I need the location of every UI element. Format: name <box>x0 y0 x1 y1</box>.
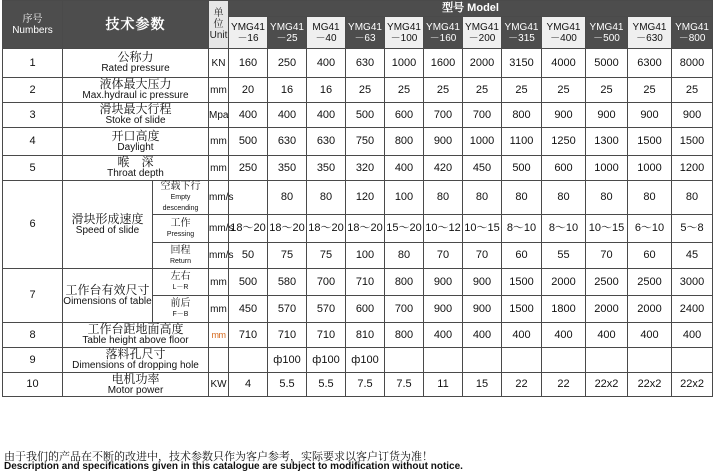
param-name-cn: 电机功率 <box>111 371 160 386</box>
value-cell: 630 <box>268 128 307 156</box>
value-cell: 8000 <box>672 49 713 78</box>
sub-param-en: L－R <box>172 284 189 291</box>
model-size: －400 <box>550 32 577 44</box>
value-cell: 900 <box>424 296 463 323</box>
value-cell: 25 <box>346 78 385 103</box>
value-cell: 2500 <box>586 269 628 296</box>
value-cell: 630 <box>307 128 346 156</box>
value-cell: 1500 <box>502 269 542 296</box>
value-cell: 2000 <box>628 296 672 323</box>
value-cell: 1000 <box>586 156 628 181</box>
param-name-en: Dimensions of dropping hole <box>72 360 199 371</box>
model-name: YMG41 <box>546 21 581 33</box>
value-cell: 80 <box>463 181 502 215</box>
unit-cell <box>209 348 229 373</box>
value-cell: 900 <box>463 269 502 296</box>
value-cell: 500 <box>502 156 542 181</box>
value-cell: 400 <box>268 103 307 128</box>
value-cell: 25 <box>672 78 713 103</box>
sub-param-name <box>153 269 209 296</box>
header-numbers-en: Numbers <box>12 24 53 36</box>
model-col-header <box>463 17 502 49</box>
value-cell: 2000 <box>463 49 502 78</box>
value-cell: 400 <box>229 103 268 128</box>
value-cell: 25 <box>463 78 502 103</box>
value-cell: 2000 <box>586 296 628 323</box>
value-cell: 710 <box>346 269 385 296</box>
table-row <box>3 103 713 128</box>
unit-cell: mm <box>209 269 229 296</box>
sub-param-cn: 左右 <box>170 271 191 282</box>
value-cell: 10～12 <box>424 215 463 243</box>
value-cell: 580 <box>268 269 307 296</box>
value-cell: 100 <box>346 243 385 269</box>
value-cell: 80 <box>502 181 542 215</box>
model-size: －25 <box>276 32 298 44</box>
value-cell: 16 <box>307 78 346 103</box>
value-cell: 700 <box>385 296 424 323</box>
value-cell: 80 <box>268 181 307 215</box>
value-cell: 1500 <box>672 128 713 156</box>
value-cell <box>229 181 268 215</box>
sub-param-en: Empty descending <box>162 194 199 212</box>
header-numbers-cn: 序号 <box>22 13 43 25</box>
value-cell: 8～10 <box>542 215 586 243</box>
value-cell: 570 <box>268 296 307 323</box>
value-cell: 700 <box>424 103 463 128</box>
value-cell: 80 <box>672 181 713 215</box>
param-name <box>63 49 209 78</box>
value-cell: 250 <box>229 156 268 181</box>
model-col-header <box>628 17 672 49</box>
param-name-cn: 落料孔尺寸 <box>105 347 166 361</box>
value-cell: 4000 <box>542 49 586 78</box>
param-name-en: Motor power <box>107 384 164 396</box>
header-unit-cn: 单位 <box>213 8 224 30</box>
value-cell: 5.5 <box>307 373 346 397</box>
value-cell: 700 <box>463 103 502 128</box>
model-name: YMG41 <box>426 21 460 33</box>
value-cell: 500 <box>346 103 385 128</box>
value-cell: 800 <box>385 323 424 348</box>
value-cell: 6300 <box>628 49 672 78</box>
value-cell: 22 <box>502 373 542 397</box>
model-col-header <box>346 17 385 49</box>
value-cell <box>672 348 713 373</box>
model-col-header <box>268 17 307 49</box>
model-name: YMG41 <box>231 21 265 33</box>
value-cell: 1500 <box>502 296 542 323</box>
value-cell: 80 <box>586 181 628 215</box>
value-cell: 60 <box>502 243 542 269</box>
model-name: MG41 <box>312 21 340 33</box>
value-cell: 400 <box>307 103 346 128</box>
value-cell: 1800 <box>542 296 586 323</box>
model-name: YMG41 <box>589 21 624 33</box>
value-cell: 710 <box>229 323 268 348</box>
param-name-cn: 开口高度 <box>111 128 160 143</box>
value-cell: 22 <box>542 373 586 397</box>
value-cell: 5～8 <box>672 215 713 243</box>
value-cell: 600 <box>346 296 385 323</box>
value-cell: 400 <box>463 323 502 348</box>
unit-cell: mm <box>209 78 229 103</box>
sub-param-cn: 空载下行 <box>160 181 201 192</box>
value-cell: 80 <box>385 243 424 269</box>
value-cell: 75 <box>268 243 307 269</box>
header-numbers <box>3 1 63 49</box>
value-cell: 60 <box>628 243 672 269</box>
model-name: YMG41 <box>632 21 667 33</box>
value-cell: 20 <box>229 78 268 103</box>
value-cell: 500 <box>229 269 268 296</box>
value-cell: 18～20 <box>268 215 307 243</box>
value-cell: 18～20 <box>346 215 385 243</box>
value-cell: 25 <box>586 78 628 103</box>
value-cell <box>542 348 586 373</box>
value-cell: 700 <box>307 269 346 296</box>
value-cell: 1300 <box>586 128 628 156</box>
value-cell: 900 <box>628 103 672 128</box>
header-unit-en: Unit <box>209 30 228 41</box>
param-name-cn: 工作台有效尺寸 <box>65 282 150 297</box>
model-size: －100 <box>390 32 418 44</box>
table-row <box>3 128 713 156</box>
value-cell: 420 <box>424 156 463 181</box>
spec-table <box>2 0 713 397</box>
unit-cell: KW <box>209 373 229 397</box>
unit-cell: mm <box>209 323 229 348</box>
value-cell: 750 <box>346 128 385 156</box>
param-name-en: Throat depth <box>107 168 164 179</box>
value-cell: 80 <box>307 181 346 215</box>
model-size: －630 <box>636 32 663 44</box>
model-col-header <box>672 17 713 49</box>
value-cell: 800 <box>385 269 424 296</box>
table-row <box>3 269 713 296</box>
model-name: YMG41 <box>270 21 304 33</box>
value-cell: 1500 <box>628 128 672 156</box>
value-cell: 570 <box>307 296 346 323</box>
row-number: 6 <box>3 181 63 269</box>
value-cell: 7.5 <box>346 373 385 397</box>
param-name-en: Table height above floor <box>82 335 189 346</box>
value-cell: 1000 <box>628 156 672 181</box>
value-cell: 800 <box>385 128 424 156</box>
unit-cell: mm <box>209 128 229 156</box>
value-cell: 18～20 <box>307 215 346 243</box>
value-cell: 22x2 <box>586 373 628 397</box>
model-name: YMG41 <box>348 21 382 33</box>
param-name-en: Speed of slide <box>75 224 140 236</box>
value-cell: 25 <box>542 78 586 103</box>
value-cell: 45 <box>672 243 713 269</box>
model-col-header <box>229 17 268 49</box>
unit-cell: mm <box>209 156 229 181</box>
value-cell: 1000 <box>385 49 424 78</box>
param-name <box>63 373 209 397</box>
value-cell: 710 <box>307 323 346 348</box>
model-col-header <box>586 17 628 49</box>
param-name <box>63 156 209 181</box>
value-cell: 320 <box>346 156 385 181</box>
value-cell: 3000 <box>672 269 713 296</box>
param-name-cn: 喉 深 <box>117 155 154 169</box>
header-unit <box>209 1 229 49</box>
value-cell: 400 <box>542 323 586 348</box>
value-cell <box>628 348 672 373</box>
value-cell: 900 <box>424 269 463 296</box>
value-cell: 6～10 <box>628 215 672 243</box>
row-number: 9 <box>3 348 63 373</box>
model-name: YMG41 <box>465 21 499 33</box>
unit-cell: mm/s <box>209 181 229 215</box>
param-name-cn: 公称力 <box>117 50 154 64</box>
model-size: －500 <box>593 32 620 44</box>
value-cell: 630 <box>346 49 385 78</box>
value-cell: ф100 <box>268 348 307 373</box>
value-cell: 1250 <box>542 128 586 156</box>
value-cell: 400 <box>672 323 713 348</box>
header-tech-params: 技术参数 <box>63 1 209 49</box>
footer-note-cn: 由于我们的产品在不断的改进中，技术参数只作为客户参考，实际要求以客户订货为准！ <box>4 451 433 463</box>
param-name-en: Daylight <box>117 141 154 153</box>
sub-param-en: F－B <box>172 311 189 318</box>
table-row <box>3 78 713 103</box>
value-cell: 55 <box>542 243 586 269</box>
value-cell: 80 <box>542 181 586 215</box>
unit-cell: mm <box>209 296 229 323</box>
value-cell <box>385 348 424 373</box>
sub-param-en: Pressing <box>166 230 195 238</box>
value-cell: 5000 <box>586 49 628 78</box>
model-name: YMG41 <box>387 21 421 33</box>
param-name-en: Rated pressure <box>101 63 170 74</box>
param-name-cn: 工作台距地面高度 <box>87 322 184 336</box>
value-cell: 75 <box>307 243 346 269</box>
table-row <box>3 156 713 181</box>
value-cell: 80 <box>628 181 672 215</box>
param-name <box>63 181 153 269</box>
sub-param-cn: 工作 <box>170 217 191 229</box>
footer-note-en: Description and specifications given in this catalogue are subject to modification without notice. <box>4 461 463 472</box>
table-row <box>3 373 713 397</box>
value-cell: 120 <box>346 181 385 215</box>
value-cell: 400 <box>424 323 463 348</box>
value-cell: 4 <box>229 373 268 397</box>
value-cell: 400 <box>628 323 672 348</box>
value-cell: 3150 <box>502 49 542 78</box>
value-cell: 350 <box>268 156 307 181</box>
table-row <box>3 181 713 215</box>
value-cell: 2400 <box>672 296 713 323</box>
value-cell: 500 <box>229 128 268 156</box>
table-row <box>3 49 713 78</box>
value-cell: 7.5 <box>385 373 424 397</box>
value-cell: 350 <box>307 156 346 181</box>
row-number: 2 <box>3 78 63 103</box>
value-cell <box>463 348 502 373</box>
value-cell: 15～20 <box>385 215 424 243</box>
sub-param-name <box>153 296 209 323</box>
value-cell: 70 <box>463 243 502 269</box>
value-cell: 16 <box>268 78 307 103</box>
value-cell: 1100 <box>502 128 542 156</box>
param-name-en: Stoke of slide <box>105 115 166 126</box>
value-cell: ф100 <box>307 348 346 373</box>
value-cell: 8～10 <box>502 215 542 243</box>
row-number: 10 <box>3 373 63 397</box>
sub-param-name <box>153 215 209 243</box>
value-cell: 25 <box>424 78 463 103</box>
value-cell: 400 <box>385 156 424 181</box>
param-name <box>63 78 209 103</box>
value-cell: 70 <box>586 243 628 269</box>
model-col-header <box>502 17 542 49</box>
value-cell: 50 <box>229 243 268 269</box>
sub-param-en: Return <box>169 257 191 265</box>
model-size: －160 <box>429 32 457 44</box>
value-cell: 2000 <box>542 269 586 296</box>
param-name-cn: 液体最大压力 <box>99 77 172 91</box>
value-cell: 100 <box>385 181 424 215</box>
unit-cell: mm/s <box>209 215 229 243</box>
value-cell: 600 <box>385 103 424 128</box>
value-cell <box>229 348 268 373</box>
param-name-en: Oimensions of table <box>63 295 152 307</box>
value-cell <box>424 348 463 373</box>
param-name-cn: 滑块形成速度 <box>71 211 144 226</box>
row-number: 4 <box>3 128 63 156</box>
model-col-header <box>424 17 463 49</box>
row-number: 1 <box>3 49 63 78</box>
model-size: －40 <box>315 32 337 44</box>
value-cell: 900 <box>542 103 586 128</box>
value-cell: 250 <box>268 49 307 78</box>
param-name <box>63 103 209 128</box>
value-cell: 900 <box>463 296 502 323</box>
model-size: －800 <box>678 32 706 44</box>
value-cell: 22x2 <box>672 373 713 397</box>
value-cell: 400 <box>307 49 346 78</box>
unit-cell: mm/s <box>209 243 229 269</box>
param-name-en: Max.hydraul ic pressure <box>82 90 189 101</box>
sub-param-name <box>153 181 209 215</box>
table-row <box>3 323 713 348</box>
table-row <box>3 348 713 373</box>
value-cell: 810 <box>346 323 385 348</box>
row-number: 5 <box>3 156 63 181</box>
value-cell: 400 <box>502 323 542 348</box>
value-cell <box>502 348 542 373</box>
value-cell: 1600 <box>424 49 463 78</box>
unit-cell: KN <box>209 49 229 78</box>
model-size: －16 <box>237 32 259 44</box>
value-cell: ф100 <box>346 348 385 373</box>
model-col-header <box>385 17 424 49</box>
value-cell <box>586 348 628 373</box>
sub-param-name <box>153 243 209 269</box>
row-number: 7 <box>3 269 63 323</box>
value-cell: 2500 <box>628 269 672 296</box>
value-cell: 10～15 <box>586 215 628 243</box>
value-cell: 160 <box>229 49 268 78</box>
value-cell: 400 <box>586 323 628 348</box>
value-cell: 25 <box>628 78 672 103</box>
value-cell: 5.5 <box>268 373 307 397</box>
param-name <box>63 348 209 373</box>
value-cell: 900 <box>424 128 463 156</box>
model-col-header <box>307 17 346 49</box>
value-cell: 900 <box>586 103 628 128</box>
value-cell: 10～15 <box>463 215 502 243</box>
sub-param-cn: 回程 <box>170 244 191 256</box>
value-cell: 11 <box>424 373 463 397</box>
param-name-cn: 滑块最大行程 <box>99 102 172 116</box>
value-cell: 710 <box>268 323 307 348</box>
model-size: －63 <box>354 32 376 44</box>
row-number: 8 <box>3 323 63 348</box>
value-cell: 900 <box>672 103 713 128</box>
sub-param-cn: 前后 <box>170 298 191 309</box>
value-cell: 18～20 <box>229 215 268 243</box>
value-cell: 15 <box>463 373 502 397</box>
model-name: YMG41 <box>675 21 709 33</box>
value-cell: 1200 <box>672 156 713 181</box>
value-cell: 70 <box>424 243 463 269</box>
header-model: 型号 Model <box>229 1 713 17</box>
param-name <box>63 323 209 348</box>
value-cell: 800 <box>502 103 542 128</box>
value-cell: 25 <box>385 78 424 103</box>
value-cell: 25 <box>502 78 542 103</box>
model-col-header <box>542 17 586 49</box>
unit-cell: Mpa <box>209 103 229 128</box>
param-name <box>63 128 209 156</box>
model-size: －315 <box>508 32 535 44</box>
model-name: YMG41 <box>504 21 539 33</box>
value-cell: 22x2 <box>628 373 672 397</box>
value-cell: 1000 <box>463 128 502 156</box>
param-name <box>63 269 153 323</box>
value-cell: 80 <box>424 181 463 215</box>
value-cell: 600 <box>542 156 586 181</box>
row-number: 3 <box>3 103 63 128</box>
value-cell: 450 <box>229 296 268 323</box>
value-cell: 450 <box>463 156 502 181</box>
model-size: －200 <box>468 32 496 44</box>
